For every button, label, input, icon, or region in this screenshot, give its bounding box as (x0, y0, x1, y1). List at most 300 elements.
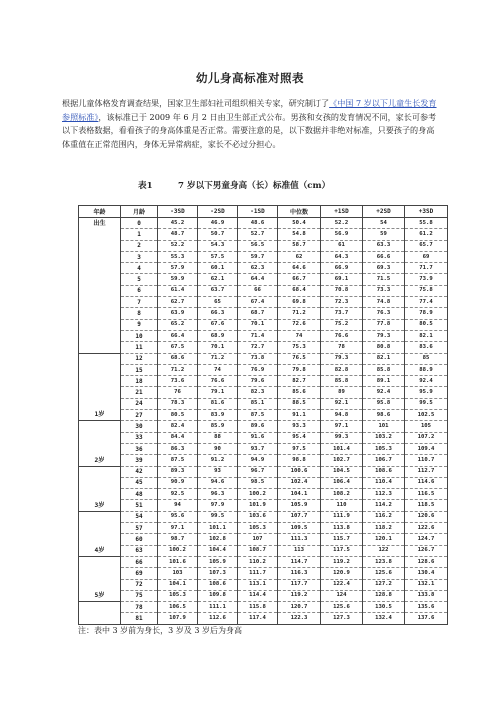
height-value-cell: 77.8 (363, 319, 405, 330)
table-row (79, 556, 448, 567)
month-cell: 10 (121, 330, 158, 341)
height-value-cell: 122.3 (278, 613, 321, 624)
table-row (79, 342, 448, 353)
month-cell: 60 (121, 534, 158, 545)
height-value-cell: 98.5 (238, 477, 278, 488)
height-value-cell: 99.3 (321, 432, 363, 443)
height-value-cell: 97.1 (158, 523, 198, 534)
height-value-cell: 68.4 (278, 285, 321, 296)
height-value-cell: 52.2 (321, 218, 363, 229)
month-cell: 36 (121, 443, 158, 454)
height-value-cell: 128.8 (363, 590, 405, 601)
footnote: 注：表中 3 岁前为身长，3 岁及 3 岁后为身高 (78, 626, 242, 635)
height-value-cell: 108.7 (238, 545, 278, 556)
age-cell (79, 489, 121, 500)
height-value-cell: 78 (321, 342, 363, 353)
height-value-cell: 97.5 (278, 443, 321, 454)
height-value-cell: 54.3 (198, 240, 238, 251)
height-value-cell: 73.3 (363, 285, 405, 296)
height-value-cell: 112.6 (198, 613, 238, 624)
age-cell (79, 613, 121, 624)
height-value-cell: 102.5 (405, 410, 448, 421)
age-cell (79, 579, 121, 590)
table-row (79, 602, 448, 613)
height-value-cell: 130.5 (363, 602, 405, 613)
column-header: -1SD (238, 206, 278, 218)
height-value-cell: 62.7 (158, 297, 198, 308)
height-value-cell: 108.6 (198, 579, 238, 590)
month-cell: 51 (121, 500, 158, 511)
month-cell: 42 (121, 466, 158, 477)
age-cell (79, 602, 121, 613)
height-value-cell: 116.5 (405, 489, 448, 500)
height-value-cell: 59.7 (238, 251, 278, 262)
height-value-cell: 63.3 (363, 240, 405, 251)
month-cell: 7 (121, 297, 158, 308)
height-value-cell: 94 (158, 500, 198, 511)
table-row (79, 251, 448, 262)
height-value-cell: 74 (198, 364, 238, 375)
month-cell: 0 (121, 218, 158, 229)
height-value-cell: 120.7 (278, 602, 321, 613)
height-value-cell: 57.5 (198, 251, 238, 262)
height-value-cell: 122 (363, 545, 405, 556)
height-value-cell: 75.8 (405, 285, 448, 296)
height-value-cell: 79.3 (321, 353, 363, 364)
height-value-cell: 116.3 (278, 568, 321, 579)
table-row (79, 297, 448, 308)
column-header: 年龄 (79, 206, 121, 218)
table-row (79, 545, 448, 556)
column-header: 月龄 (121, 206, 158, 218)
height-value-cell: 102.4 (278, 477, 321, 488)
height-value-cell: 71.5 (363, 274, 405, 285)
height-value-cell: 65.2 (158, 319, 198, 330)
height-value-cell: 72.6 (278, 319, 321, 330)
height-value-cell: 62 (278, 251, 321, 262)
height-value-cell: 101.4 (321, 443, 363, 454)
height-value-cell: 102.7 (321, 455, 363, 466)
height-value-cell: 124 (321, 590, 363, 601)
table-row (79, 443, 448, 454)
table-row (79, 477, 448, 488)
table-row (79, 285, 448, 296)
table-row (79, 364, 448, 375)
height-value-cell: 76.6 (321, 330, 363, 341)
height-value-cell: 87.5 (238, 410, 278, 421)
height-value-cell: 66 (238, 285, 278, 296)
age-cell (79, 511, 121, 522)
height-value-cell: 111.1 (198, 602, 238, 613)
table-row (79, 421, 448, 432)
height-value-cell: 54 (363, 218, 405, 229)
column-header: +1SD (321, 206, 363, 218)
height-value-cell: 101.9 (238, 500, 278, 511)
height-value-cell: 52.7 (238, 229, 278, 240)
table-row (79, 263, 448, 274)
month-cell: 63 (121, 545, 158, 556)
height-value-cell: 76.3 (363, 308, 405, 319)
table-row (79, 353, 448, 364)
table-row (79, 330, 448, 341)
height-value-cell: 50.7 (198, 229, 238, 240)
age-cell (79, 387, 121, 398)
table-header-row (79, 206, 448, 218)
height-value-cell: 104.1 (278, 489, 321, 500)
height-value-cell: 55.8 (405, 218, 448, 229)
month-cell: 5 (121, 274, 158, 285)
month-cell: 33 (121, 432, 158, 443)
height-value-cell: 111.7 (238, 568, 278, 579)
height-value-cell: 114.7 (278, 556, 321, 567)
height-value-cell: 82.1 (405, 330, 448, 341)
table-row (79, 376, 448, 387)
table-row (79, 308, 448, 319)
height-value-cell: 95.8 (363, 398, 405, 409)
height-value-cell: 66.3 (198, 308, 238, 319)
height-value-cell: 93 (198, 466, 238, 477)
height-value-cell: 80.5 (405, 319, 448, 330)
month-cell: 24 (121, 398, 158, 409)
age-cell (79, 398, 121, 409)
height-value-cell: 92.4 (405, 376, 448, 387)
height-value-cell: 91.1 (278, 410, 321, 421)
height-value-cell: 100.6 (278, 466, 321, 477)
height-value-cell: 103 (158, 568, 198, 579)
height-value-cell: 119.2 (321, 556, 363, 567)
table-row (79, 319, 448, 330)
height-value-cell: 48.7 (158, 229, 198, 240)
intro-paragraph (62, 97, 442, 151)
column-header: -3SD (158, 206, 198, 218)
height-value-cell: 93.3 (278, 421, 321, 432)
height-value-cell: 63.7 (198, 285, 238, 296)
height-value-cell: 107.2 (405, 432, 448, 443)
height-value-cell: 122.4 (321, 579, 363, 590)
age-cell (79, 353, 121, 364)
height-value-cell: 97.9 (198, 500, 238, 511)
height-value-cell: 132.4 (363, 613, 405, 624)
height-value-cell: 67.5 (158, 342, 198, 353)
age-cell (79, 251, 121, 262)
height-value-cell: 68.9 (198, 330, 238, 341)
age-cell (79, 376, 121, 387)
age-cell (79, 432, 121, 443)
height-value-cell: 45.2 (158, 218, 198, 229)
table-row (79, 489, 448, 500)
height-value-cell: 70.8 (321, 285, 363, 296)
height-value-cell: 103.6 (238, 511, 278, 522)
height-value-cell: 85.9 (198, 421, 238, 432)
height-value-cell: 106.4 (321, 477, 363, 488)
age-cell (79, 568, 121, 579)
height-value-cell: 78.3 (158, 398, 198, 409)
height-value-cell: 61.4 (158, 285, 198, 296)
height-value-cell: 130.4 (405, 568, 448, 579)
height-value-cell: 114.2 (363, 500, 405, 511)
height-value-cell: 92.4 (363, 387, 405, 398)
month-cell: 39 (121, 455, 158, 466)
height-value-cell: 88.9 (405, 364, 448, 375)
height-value-cell: 84.4 (158, 432, 198, 443)
month-cell: 2 (121, 240, 158, 251)
age-cell (79, 240, 121, 251)
height-value-cell: 83.9 (198, 410, 238, 421)
month-cell: 27 (121, 410, 158, 421)
age-cell: 2岁 (79, 455, 121, 466)
age-cell (79, 308, 121, 319)
column-header: +2SD (363, 206, 405, 218)
month-cell: 4 (121, 263, 158, 274)
height-value-cell: 94.8 (321, 410, 363, 421)
age-cell: 出生 (79, 218, 121, 229)
height-value-cell: 59 (363, 229, 405, 240)
height-value-cell: 56.5 (238, 240, 278, 251)
age-cell (79, 443, 121, 454)
height-value-cell: 114.4 (238, 590, 278, 601)
height-value-cell: 89.1 (363, 376, 405, 387)
month-cell: 81 (121, 613, 158, 624)
height-value-cell: 101.6 (158, 556, 198, 567)
height-value-cell: 95.6 (158, 511, 198, 522)
height-value-cell: 62.1 (198, 274, 238, 285)
month-cell: 3 (121, 251, 158, 262)
height-value-cell: 98.8 (278, 455, 321, 466)
height-standard-table (78, 205, 448, 625)
height-value-cell: 67.6 (198, 319, 238, 330)
height-value-cell: 120.9 (321, 568, 363, 579)
height-value-cell: 110.7 (405, 455, 448, 466)
intro-text-after: ，该标准已于 2009 年 6 月 2 日由卫生部正式公布。男孩和女孩的发育情况不同，家长可参考以下表格数据，看看孩子的身高体重是否正常。需要注意的是，以下数据并非绝对标准，只要孩子的身高体重值在正常范围内，身体无异常病症，家长不必过分担心。 (62, 111, 437, 149)
height-value-cell: 76.9 (238, 364, 278, 375)
age-cell (79, 263, 121, 274)
month-cell: 72 (121, 579, 158, 590)
age-cell (79, 466, 121, 477)
height-value-cell: 70.1 (198, 342, 238, 353)
height-value-cell: 79.8 (278, 364, 321, 375)
height-value-cell: 68.7 (238, 308, 278, 319)
height-value-cell: 122.6 (405, 523, 448, 534)
height-value-cell: 82.4 (158, 421, 198, 432)
age-cell (79, 342, 121, 353)
age-cell (79, 364, 121, 375)
height-value-cell: 81.6 (198, 398, 238, 409)
month-cell: 54 (121, 511, 158, 522)
table-row (79, 432, 448, 443)
height-value-cell: 74.8 (363, 297, 405, 308)
height-value-cell: 66.6 (363, 251, 405, 262)
height-value-cell: 48.6 (238, 218, 278, 229)
height-value-cell: 85.8 (321, 376, 363, 387)
height-value-cell: 80.8 (363, 342, 405, 353)
age-cell: 4岁 (79, 545, 121, 556)
age-cell (79, 330, 121, 341)
height-value-cell: 117.5 (321, 545, 363, 556)
height-value-cell: 112.7 (405, 466, 448, 477)
height-value-cell: 46.9 (198, 218, 238, 229)
month-cell: 1 (121, 229, 158, 240)
height-value-cell: 108.6 (363, 466, 405, 477)
height-value-cell: 82.1 (363, 353, 405, 364)
age-cell: 5岁 (79, 590, 121, 601)
height-value-cell: 127.2 (363, 579, 405, 590)
height-value-cell: 87.5 (158, 455, 198, 466)
column-header: +3SD (405, 206, 448, 218)
age-cell (79, 229, 121, 240)
height-value-cell: 64.6 (278, 263, 321, 274)
height-value-cell: 75.3 (278, 342, 321, 353)
height-value-cell: 61 (321, 240, 363, 251)
column-header: 中位数 (278, 206, 321, 218)
height-value-cell: 110.2 (238, 556, 278, 567)
height-value-cell: 65.7 (405, 240, 448, 251)
height-value-cell: 104.5 (321, 466, 363, 477)
height-value-cell: 85.8 (363, 364, 405, 375)
height-value-cell: 110 (321, 500, 363, 511)
height-value-cell: 110.4 (363, 477, 405, 488)
height-value-cell: 66.4 (158, 330, 198, 341)
month-cell: 48 (121, 489, 158, 500)
height-value-cell: 50.4 (278, 218, 321, 229)
height-value-cell: 113 (278, 545, 321, 556)
table-row (79, 410, 448, 421)
height-value-cell: 92.1 (321, 398, 363, 409)
height-value-cell: 94.6 (198, 477, 238, 488)
table-row (79, 240, 448, 251)
table-caption-text: 7 岁以下男童身高（长）标准值（cm） (178, 181, 331, 191)
height-value-cell: 92.5 (158, 489, 198, 500)
height-value-cell: 69.3 (363, 263, 405, 274)
month-cell: 69 (121, 568, 158, 579)
table-number: 表1 (138, 181, 153, 191)
height-value-cell: 89 (321, 387, 363, 398)
height-value-cell: 105.3 (363, 443, 405, 454)
height-value-cell: 82.7 (278, 376, 321, 387)
height-value-cell: 76.5 (278, 353, 321, 364)
height-value-cell: 57.9 (158, 263, 198, 274)
height-value-cell: 70.1 (238, 319, 278, 330)
height-value-cell: 104.4 (198, 545, 238, 556)
height-value-cell: 54.8 (278, 229, 321, 240)
height-value-cell: 108.2 (321, 489, 363, 500)
height-value-cell: 105.3 (158, 590, 198, 601)
table-row (79, 274, 448, 285)
age-cell (79, 297, 121, 308)
height-value-cell: 71.2 (198, 353, 238, 364)
height-value-cell: 111.9 (321, 511, 363, 522)
height-value-cell: 116.2 (363, 511, 405, 522)
height-value-cell: 77.4 (405, 297, 448, 308)
month-cell: 9 (121, 319, 158, 330)
height-value-cell: 82.8 (321, 364, 363, 375)
month-cell: 57 (121, 523, 158, 534)
table-row (79, 229, 448, 240)
height-value-cell: 100.2 (158, 545, 198, 556)
height-value-cell: 133.8 (405, 590, 448, 601)
height-value-cell: 88 (198, 432, 238, 443)
intro-text-before: 根据儿童体格发育调查结果，国家卫生部妇社司组织相关专家，研究制订了 (62, 98, 330, 108)
month-cell: 45 (121, 477, 158, 488)
height-value-cell: 95.4 (278, 432, 321, 443)
height-value-cell: 78.9 (405, 308, 448, 319)
month-cell: 18 (121, 376, 158, 387)
table-row (79, 523, 448, 534)
height-value-cell: 93.7 (238, 443, 278, 454)
month-cell: 15 (121, 364, 158, 375)
height-value-cell: 59.9 (158, 274, 198, 285)
column-header: -2SD (198, 206, 238, 218)
height-value-cell: 60.1 (198, 263, 238, 274)
height-value-cell: 73.6 (158, 376, 198, 387)
height-value-cell: 132.1 (405, 579, 448, 590)
height-value-cell: 105.9 (198, 556, 238, 567)
month-cell: 30 (121, 421, 158, 432)
height-value-cell: 73.8 (238, 353, 278, 364)
height-value-cell: 89.3 (158, 466, 198, 477)
height-value-cell: 72.7 (238, 342, 278, 353)
height-value-cell: 109.8 (198, 590, 238, 601)
height-value-cell: 115.8 (238, 602, 278, 613)
height-value-cell: 123.8 (363, 556, 405, 567)
month-cell: 78 (121, 602, 158, 613)
height-value-cell: 125.6 (363, 568, 405, 579)
table-row (79, 455, 448, 466)
height-value-cell: 124.7 (405, 534, 448, 545)
height-value-cell: 117.7 (278, 579, 321, 590)
age-cell (79, 319, 121, 330)
height-value-cell: 79.1 (198, 387, 238, 398)
height-value-cell: 82.3 (238, 387, 278, 398)
height-value-cell: 109.5 (278, 523, 321, 534)
height-value-cell: 117.4 (238, 613, 278, 624)
height-value-cell: 109.4 (405, 443, 448, 454)
age-cell (79, 534, 121, 545)
height-value-cell: 91.6 (238, 432, 278, 443)
height-value-cell: 71.2 (278, 308, 321, 319)
height-value-cell: 52.2 (158, 240, 198, 251)
table-row (79, 579, 448, 590)
age-cell: 1岁 (79, 410, 121, 421)
standard-reference-link[interactable]: 《中国 7 岁以下儿童生长发育参照标准》 (62, 98, 437, 122)
month-cell: 12 (121, 353, 158, 364)
height-value-cell: 107.7 (278, 511, 321, 522)
table-row (79, 387, 448, 398)
height-value-cell: 71.2 (158, 364, 198, 375)
height-value-cell: 104.1 (158, 579, 198, 590)
month-cell: 8 (121, 308, 158, 319)
age-cell (79, 421, 121, 432)
height-value-cell: 113.8 (321, 523, 363, 534)
height-value-cell: 85 (405, 353, 448, 364)
height-value-cell: 96.3 (198, 489, 238, 500)
height-value-cell: 120.6 (405, 511, 448, 522)
height-value-cell: 88.5 (278, 398, 321, 409)
height-value-cell: 58.7 (278, 240, 321, 251)
table-row (79, 534, 448, 545)
table-row (79, 218, 448, 229)
height-value-cell: 95.9 (405, 387, 448, 398)
height-value-cell: 112.3 (363, 489, 405, 500)
height-value-cell: 64.3 (321, 251, 363, 262)
height-value-cell: 68.6 (158, 353, 198, 364)
table-row (79, 500, 448, 511)
height-value-cell: 99.5 (405, 398, 448, 409)
height-value-cell: 100.2 (238, 489, 278, 500)
height-value-cell: 89.6 (238, 421, 278, 432)
height-value-cell: 56.9 (321, 229, 363, 240)
height-value-cell: 118.2 (363, 523, 405, 534)
height-value-cell: 128.6 (405, 556, 448, 567)
